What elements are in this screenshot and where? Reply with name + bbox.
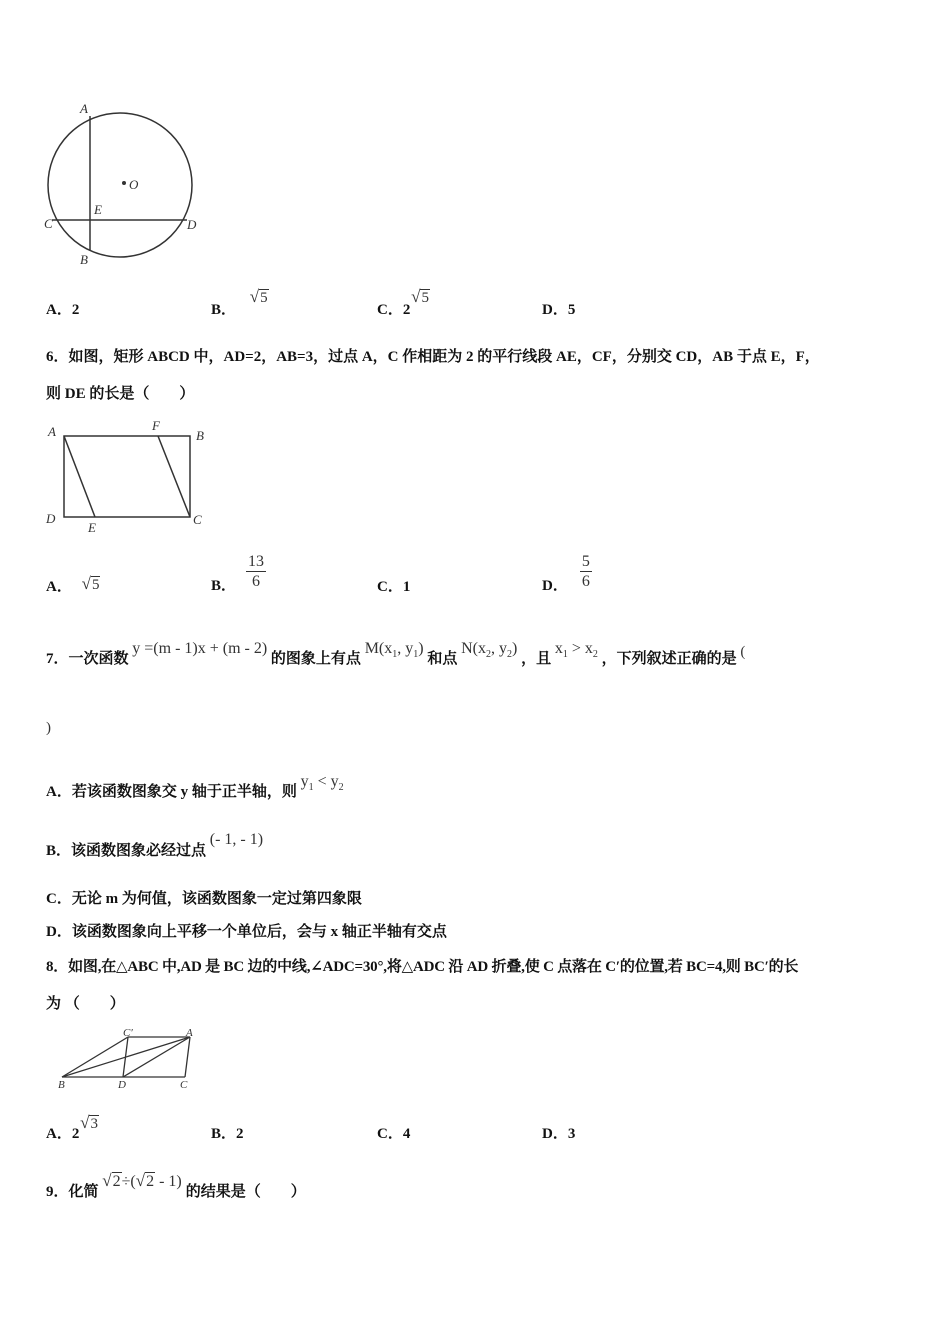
option-label: C． — [377, 1126, 403, 1142]
option-label: A． — [46, 302, 72, 318]
label-d: D — [118, 1079, 126, 1091]
option-text: B．该函数图象必经过点 — [46, 843, 207, 859]
q8-option-a[interactable] — [46, 1113, 102, 1143]
q7-stem — [46, 640, 746, 667]
q9-prefix: 9．化简 — [46, 1184, 99, 1200]
option-value: 4 — [402, 1126, 411, 1142]
sqrt-expression: √5 — [411, 287, 429, 306]
point-m: $M(x_1$, $y_1$) — [364, 640, 424, 661]
label-b: B — [80, 252, 88, 267]
q9-suffix: 的结果是（ ） — [185, 1184, 306, 1200]
q7-option-d[interactable]: D．该函数图象向上平移一个单位后，会与 x 轴正半轴有交点 — [46, 924, 447, 940]
point-n: $N(x_2$, $y_2$) — [461, 640, 518, 661]
q8-stem-line2: 为 （ ） — [46, 996, 125, 1012]
circle-figure — [40, 98, 210, 273]
label-b: B — [58, 1079, 65, 1091]
q6-stem-line2: 则 DE 的长是（ ） — [46, 386, 195, 402]
segment-bcp — [62, 1037, 128, 1077]
q6-option-a[interactable] — [46, 574, 100, 596]
label-cp: C′ — [123, 1027, 133, 1039]
q5-option-a[interactable] — [46, 298, 79, 319]
q7-close-paren: ) — [46, 720, 51, 736]
q6-option-c[interactable] — [377, 575, 410, 596]
q5-option-c[interactable] — [377, 287, 433, 319]
segment-ac — [185, 1037, 190, 1077]
q7-function: y =(m - 1)x + (m - 2) — [132, 640, 268, 657]
label-a: A — [80, 101, 88, 116]
label-a: A — [48, 424, 56, 439]
label-d: D — [187, 217, 197, 232]
option-label: A． — [46, 579, 72, 595]
segment-ad — [123, 1037, 190, 1077]
option-label: C． — [377, 302, 403, 318]
q7-text: ，且 — [521, 651, 552, 667]
option-value: 2 — [71, 302, 80, 318]
label-c: C — [180, 1079, 188, 1091]
option-coef: 2 — [402, 302, 411, 318]
q7-prefix: 7．一次函数 — [46, 651, 129, 667]
label-b: B — [196, 428, 204, 443]
label-a: A — [186, 1027, 193, 1039]
label-f: F — [152, 418, 160, 433]
q7-text: 的图象上有点 — [270, 651, 361, 667]
label-d: D — [46, 511, 56, 526]
q7-open-paren: ( — [740, 644, 746, 660]
option-coef: 2 — [71, 1126, 80, 1142]
q8-option-c[interactable] — [377, 1122, 410, 1143]
q7-text: ，下列叙述正确的是 — [601, 651, 737, 667]
rectangle-figure — [40, 416, 215, 536]
fraction-5-6: $\frac{5}{6}$ — [581, 553, 590, 590]
option-label: D． — [542, 1126, 568, 1142]
sqrt-expression: √3 — [80, 1113, 98, 1132]
circle-o — [48, 113, 192, 257]
condition-x1-gt-x2: $x_1 > x_2$ — [554, 640, 598, 661]
option-text: A．若该函数图象交 y 轴于正半轴，则 — [46, 784, 297, 800]
q5-option-d[interactable] — [542, 298, 575, 319]
option-label: B． — [211, 578, 237, 594]
option-label: C． — [377, 579, 403, 595]
q8-option-b[interactable] — [211, 1122, 244, 1143]
label-c: C — [44, 216, 53, 231]
q5-option-b[interactable] — [211, 287, 268, 319]
y1-lt-y2: $y_1 < y_2$ — [300, 773, 344, 794]
option-value: 1 — [402, 579, 411, 595]
option-value: 2 — [236, 1126, 244, 1142]
segment-ae — [64, 436, 95, 517]
q7-option-b[interactable] — [46, 828, 264, 859]
triangle-fold-figure — [50, 1025, 220, 1095]
segment-cf — [158, 436, 190, 517]
q6-stem-line1: 6．如图，矩形 ABCD 中，AD=2，AB=3，过点 A，C 作相距为 2 的平行线段 AE，CF，分别交 CD，AB 于点 E，F， — [46, 349, 820, 365]
option-label: B． — [211, 1126, 237, 1142]
q6-option-b[interactable] — [211, 550, 266, 595]
option-label: D． — [542, 302, 568, 318]
option-value: 3 — [567, 1126, 576, 1142]
fraction-13-6: $\frac{13}{6}$ — [248, 553, 265, 590]
center-dot — [122, 181, 126, 185]
label-e: E — [94, 202, 102, 217]
q7-text: 和点 — [427, 651, 458, 667]
option-label: D． — [542, 578, 568, 594]
option-label: B． — [211, 302, 237, 318]
q9-expression: √2÷(√2 - 1) — [102, 1171, 182, 1190]
q8-stem-line1: 8．如图,在△ABC 中,AD 是 BC 边的中线,∠ADC=30°,将△ADC 沿 AD 折叠,使 C 点落在 C′的位置,若 BC=4,则 BC′的长 — [46, 959, 799, 975]
rect-abcd — [64, 436, 190, 517]
option-label: A． — [46, 1126, 72, 1142]
label-o: O — [129, 177, 139, 192]
label-e: E — [88, 520, 96, 535]
q8-option-d[interactable] — [542, 1122, 575, 1143]
option-value: 5 — [567, 302, 576, 318]
label-c: C — [193, 512, 202, 527]
q7-option-a[interactable] — [46, 772, 344, 800]
q6-option-d[interactable] — [542, 550, 592, 595]
q7-option-c[interactable]: C．无论 m 为何值，该函数图象一定过第四象限 — [46, 891, 362, 907]
point-neg1-neg1: (- 1, - 1) — [209, 831, 264, 848]
q9-stem — [46, 1170, 306, 1200]
sqrt-expression: √5 — [249, 287, 268, 306]
sqrt-expression: √5 — [81, 574, 100, 593]
